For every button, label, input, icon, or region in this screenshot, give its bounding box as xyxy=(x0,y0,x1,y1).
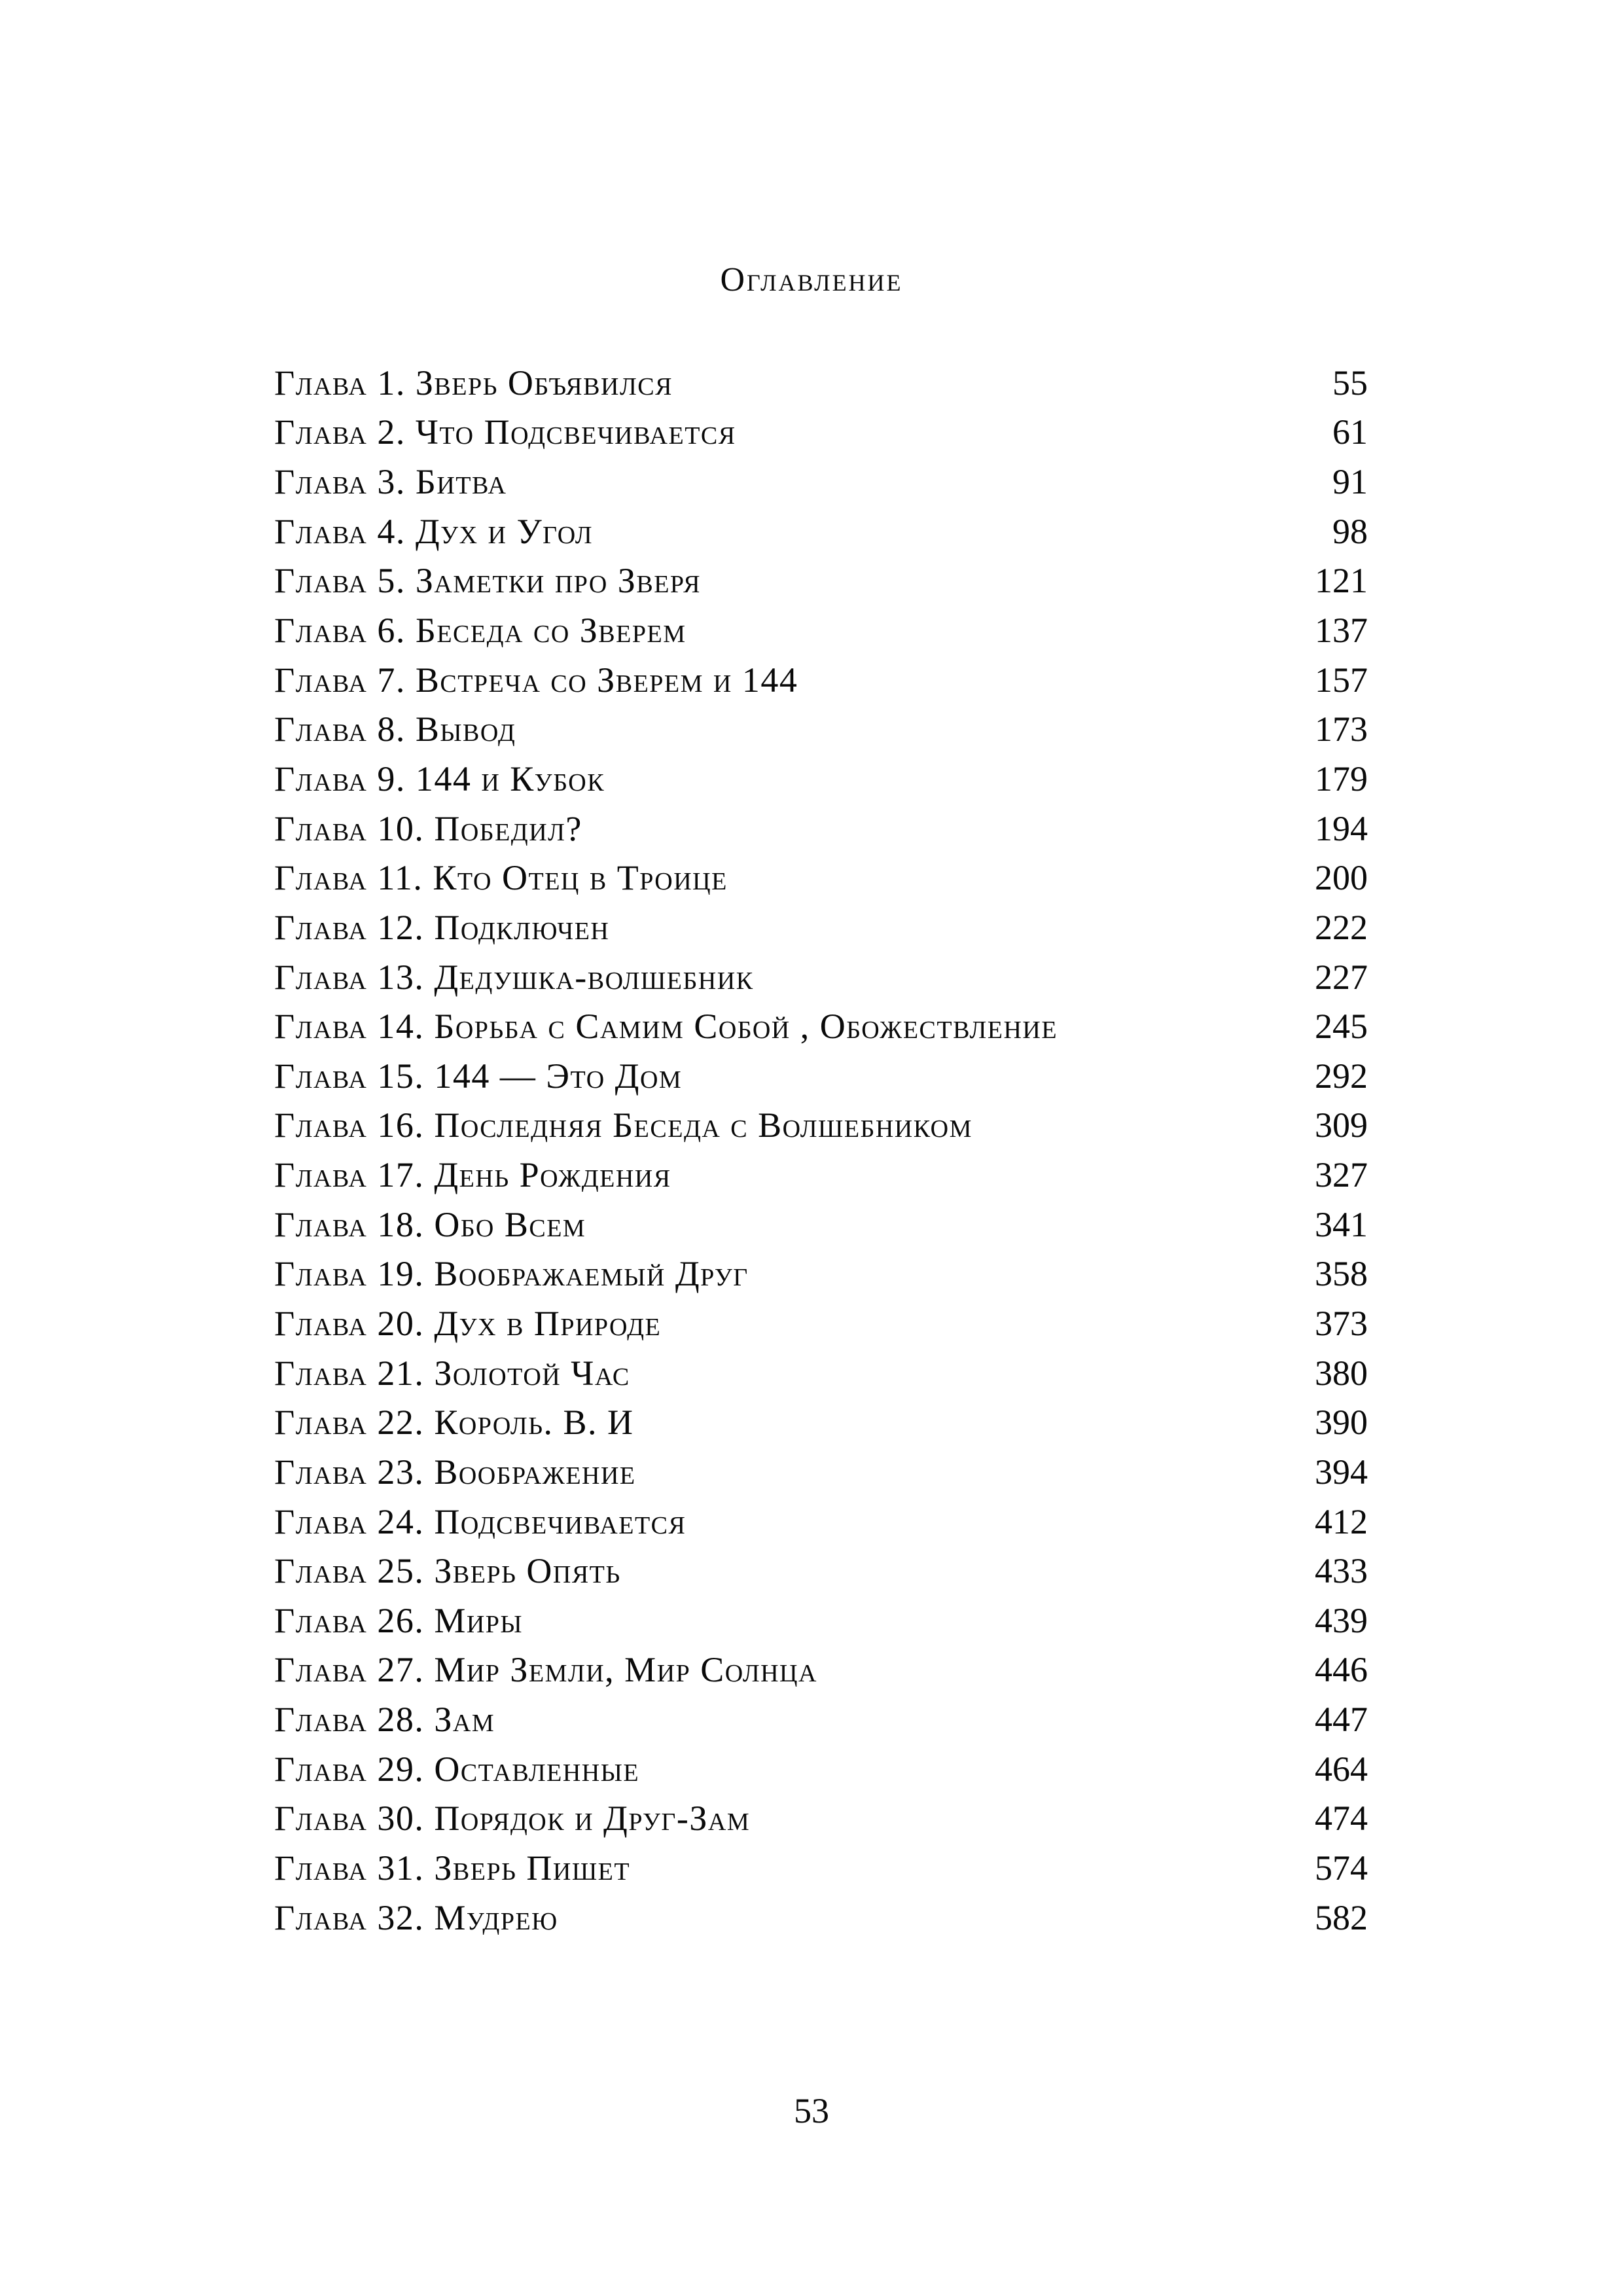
toc-entry xyxy=(274,1200,1368,1249)
toc-entry xyxy=(274,655,1368,705)
toc-entry-label: Глава 22. Король. В. И xyxy=(274,1403,634,1443)
toc-entry xyxy=(274,1299,1368,1348)
toc-entry-page: 474 xyxy=(1315,1799,1368,1839)
toc-entry xyxy=(274,1497,1368,1547)
toc-entry-label: Глава 23. Воображение xyxy=(274,1452,636,1492)
toc-entry xyxy=(274,408,1368,457)
toc-entry xyxy=(274,1447,1368,1497)
toc-entry-page: 98 xyxy=(1332,511,1368,551)
toc-entry-page: 446 xyxy=(1315,1650,1368,1690)
toc-entry-page: 55 xyxy=(1332,363,1368,403)
toc-entry xyxy=(274,754,1368,804)
toc-entry-label: Глава 25. Зверь Опять xyxy=(274,1551,621,1591)
toc-entry xyxy=(274,1695,1368,1744)
toc-entry-label: Глава 7. Встреча со Зверем и 144 xyxy=(274,660,798,700)
toc-entry xyxy=(274,1051,1368,1101)
toc-entry xyxy=(274,1645,1368,1695)
toc-entry-page: 91 xyxy=(1332,462,1368,502)
toc-entry-page: 373 xyxy=(1315,1303,1368,1343)
toc-entry xyxy=(274,853,1368,903)
toc-entry-label: Глава 18. Обо Всем xyxy=(274,1204,586,1244)
toc-entry-page: 464 xyxy=(1315,1749,1368,1789)
toc-entry xyxy=(274,1546,1368,1596)
toc-entry-label: Глава 4. Дух и Угол xyxy=(274,511,594,551)
page-title: Оглавление xyxy=(720,261,903,298)
toc-entry xyxy=(274,1150,1368,1200)
toc-entry-label: Глава 17. День Рождения xyxy=(274,1155,671,1195)
toc-entry-label: Глава 16. Последняя Беседа с Волшебником xyxy=(274,1105,972,1145)
toc-entry-page: 582 xyxy=(1315,1897,1368,1937)
toc-entry-label: Глава 24. Подсвечивается xyxy=(274,1501,687,1541)
toc-entry-page: 412 xyxy=(1315,1501,1368,1541)
toc-entry-page: 394 xyxy=(1315,1452,1368,1492)
toc-entry-page: 433 xyxy=(1315,1551,1368,1591)
toc-entry-page: 157 xyxy=(1315,660,1368,700)
toc-entry-label: Глава 32. Мудрею xyxy=(274,1897,558,1937)
toc-entry-label: Глава 10. Победил? xyxy=(274,808,582,848)
toc-entry-label: Глава 14. Борьба с Самим Собой , Обожествление xyxy=(274,1007,1058,1047)
toc-entry-page: 200 xyxy=(1315,858,1368,898)
toc-entry xyxy=(274,605,1368,655)
toc-entry-label: Глава 6. Беседа со Зверем xyxy=(274,611,687,651)
toc-entry-page: 309 xyxy=(1315,1105,1368,1145)
toc-entry-label: Глава 19. Воображаемый Друг xyxy=(274,1254,749,1294)
page-number: 53 xyxy=(794,2091,829,2130)
toc-entry-label: Глава 13. Дедушка-волшебник xyxy=(274,957,754,997)
toc-list xyxy=(274,358,1368,1943)
toc-entry-page: 341 xyxy=(1315,1204,1368,1244)
toc-entry-label: Глава 31. Зверь Пишет xyxy=(274,1848,631,1888)
toc-entry-label: Глава 9. 144 и Кубок xyxy=(274,759,605,798)
toc-entry-page: 447 xyxy=(1315,1700,1368,1740)
toc-entry-label: Глава 26. Миры xyxy=(274,1600,524,1640)
toc-entry-label: Глава 12. Подключен xyxy=(274,907,610,947)
toc-entry xyxy=(274,1843,1368,1893)
toc-entry xyxy=(274,457,1368,507)
toc-entry-label: Глава 8. Вывод xyxy=(274,709,516,749)
toc-entry-page: 292 xyxy=(1315,1056,1368,1096)
toc-entry xyxy=(274,1348,1368,1398)
toc-entry-page: 439 xyxy=(1315,1600,1368,1640)
toc-entry xyxy=(274,1794,1368,1844)
toc-entry xyxy=(274,1249,1368,1299)
toc-entry-label: Глава 3. Битва xyxy=(274,462,507,502)
toc-entry xyxy=(274,358,1368,408)
toc-entry-label: Глава 2. Что Подсвечивается xyxy=(274,412,736,452)
toc-entry-label: Глава 30. Порядок и Друг-Зам xyxy=(274,1799,751,1839)
toc-entry-label: Глава 28. Зам xyxy=(274,1700,495,1740)
toc-entry-label: Глава 27. Мир Земли, Мир Солнца xyxy=(274,1650,817,1690)
toc-entry-page: 173 xyxy=(1315,709,1368,749)
toc-entry-page: 380 xyxy=(1315,1353,1368,1393)
toc-entry-page: 327 xyxy=(1315,1155,1368,1195)
toc-entry xyxy=(274,1744,1368,1794)
toc-entry-label: Глава 21. Золотой Час xyxy=(274,1353,630,1393)
toc-entry-label: Глава 1. Зверь Объявился xyxy=(274,363,673,403)
toc-entry xyxy=(274,1001,1368,1051)
toc-entry xyxy=(274,952,1368,1002)
toc-entry xyxy=(274,556,1368,606)
toc-entry-label: Глава 20. Дух в Природе xyxy=(274,1303,662,1343)
toc-entry-label: Глава 29. Оставленные xyxy=(274,1749,640,1789)
toc-entry xyxy=(274,804,1368,853)
toc-entry-page: 137 xyxy=(1315,611,1368,651)
toc-entry xyxy=(274,704,1368,754)
toc-entry xyxy=(274,1596,1368,1645)
toc-entry-label: Глава 11. Кто Отец в Троице xyxy=(274,858,728,898)
toc-entry xyxy=(274,1101,1368,1151)
toc-entry-label: Глава 5. Заметки про Зверя xyxy=(274,561,702,601)
toc-entry-page: 121 xyxy=(1315,561,1368,601)
toc-entry xyxy=(274,1397,1368,1447)
toc-entry-page: 179 xyxy=(1315,759,1368,798)
toc-entry-page: 390 xyxy=(1315,1403,1368,1443)
toc-entry xyxy=(274,903,1368,952)
toc-entry-page: 245 xyxy=(1315,1007,1368,1047)
toc-entry-page: 61 xyxy=(1332,412,1368,452)
toc-entry-page: 194 xyxy=(1315,808,1368,848)
toc-entry-label: Глава 15. 144 — Это Дом xyxy=(274,1056,683,1096)
toc-entry-page: 222 xyxy=(1315,907,1368,947)
toc-entry-page: 227 xyxy=(1315,957,1368,997)
toc-entry xyxy=(274,1893,1368,1943)
toc-entry xyxy=(274,507,1368,556)
toc-entry-page: 358 xyxy=(1315,1254,1368,1294)
toc-entry-page: 574 xyxy=(1315,1848,1368,1888)
